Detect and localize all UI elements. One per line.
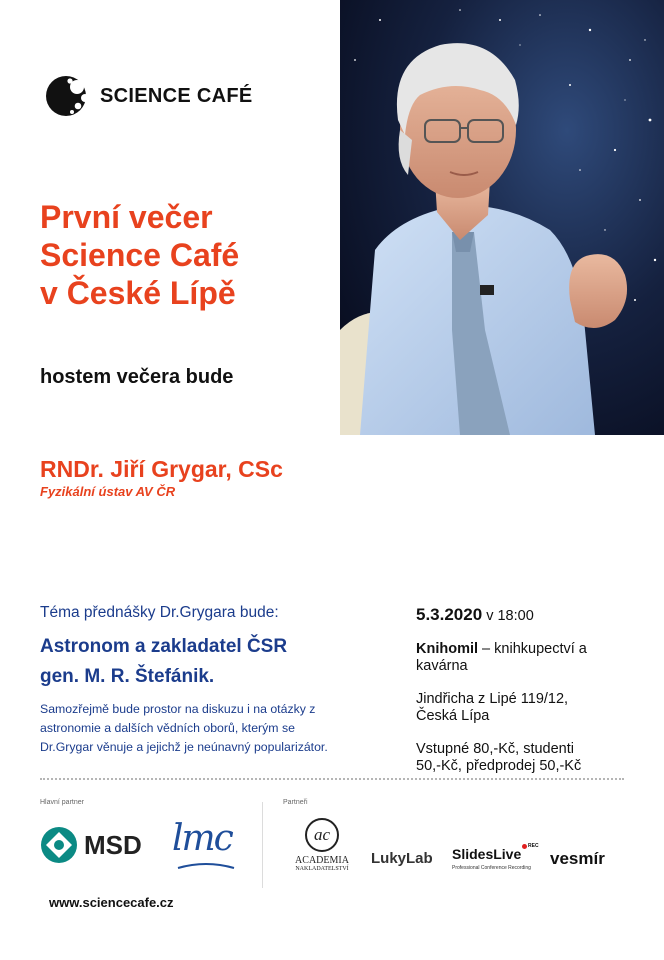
academia-subtext: NAKLADATELSTVÍ [295, 866, 349, 872]
rec-dot-icon [522, 844, 527, 849]
event-time: v 18:00 [482, 608, 534, 624]
brand-logo [44, 72, 253, 120]
guest-name: RNDr. Jiří Grygar, CSc [40, 456, 283, 482]
venue-name: Knihomil [416, 641, 479, 657]
address-line-2: Česká Lípa [416, 708, 490, 724]
address-line-1: Jindřicha z Lipé 119/12, [416, 691, 569, 707]
footer-separator [262, 802, 263, 888]
event-address [416, 691, 656, 725]
price-line-2: 50,-Kč, předprodej 50,-Kč [416, 758, 582, 774]
venue-desc-2: kavárna [416, 658, 468, 674]
topic-desc-line-1: Samozřejmě bude prostor na diskuzu i na otázky z [40, 702, 316, 716]
lmc-text: lmc [172, 818, 232, 859]
topic-title-line-1: Astronom a zakladatel ČSR [40, 636, 288, 657]
headline-line-3: v České Lípě [40, 275, 236, 311]
host-intro: hostem večera bude [40, 366, 234, 388]
msd-logo [40, 826, 142, 864]
lmc-swoosh-icon [176, 862, 236, 872]
guest-portrait-image [340, 0, 664, 435]
topic-title [40, 632, 287, 692]
slideslive-text: SlidesLive [452, 846, 522, 862]
footer-divider [40, 778, 624, 780]
event-datetime [416, 606, 656, 625]
topic-description [40, 700, 395, 757]
brand-name: SCIENCE CAFÉ [100, 84, 253, 107]
lmc-logo [172, 818, 232, 859]
event-details [416, 606, 656, 791]
slideslive-logo [452, 843, 539, 871]
event-venue [416, 641, 656, 675]
topic-desc-line-2: astronomie a dalších vědních oborů, kterým se [40, 721, 295, 735]
website-link[interactable]: www.sciencecafe.cz [49, 895, 174, 910]
main-partner-label: Hlavní partner [40, 799, 84, 806]
msd-text: MSD [84, 829, 142, 860]
event-price [416, 741, 656, 775]
headline [40, 198, 330, 312]
slideslive-subtext: Professional Conference Recording [452, 865, 531, 871]
headline-line-2: Science Café [40, 237, 240, 273]
science-cafe-logo-icon [44, 72, 92, 120]
partners-label: Partneři [283, 799, 308, 806]
lukylab-logo: LukyLab [371, 850, 433, 867]
price-line-1: Vstupné 80,-Kč, studenti [416, 741, 574, 757]
msd-mark-icon [40, 826, 78, 864]
academia-text: ACADEMIA [295, 855, 349, 866]
topic-title-line-2: gen. M. R. Štefánik. [40, 666, 215, 687]
event-date: 5.3.2020 [416, 605, 483, 624]
guest-photo [340, 0, 664, 435]
topic-desc-line-3: Dr.Grygar věnuje a jejichž je neúnavný popularizátor. [40, 740, 328, 754]
vesmir-logo: vesmír [550, 849, 605, 868]
topic-intro: Téma přednášky Dr.Grygara bude: [40, 604, 279, 621]
venue-desc-1: – knihkupectví a [478, 641, 587, 657]
headline-line-1: První večer [40, 199, 213, 235]
slideslive-rec: REC [528, 843, 539, 849]
guest-affiliation: Fyzikální ústav AV ČR [40, 484, 176, 499]
academia-logo [290, 818, 354, 872]
academia-mark-icon: ac [305, 818, 339, 852]
